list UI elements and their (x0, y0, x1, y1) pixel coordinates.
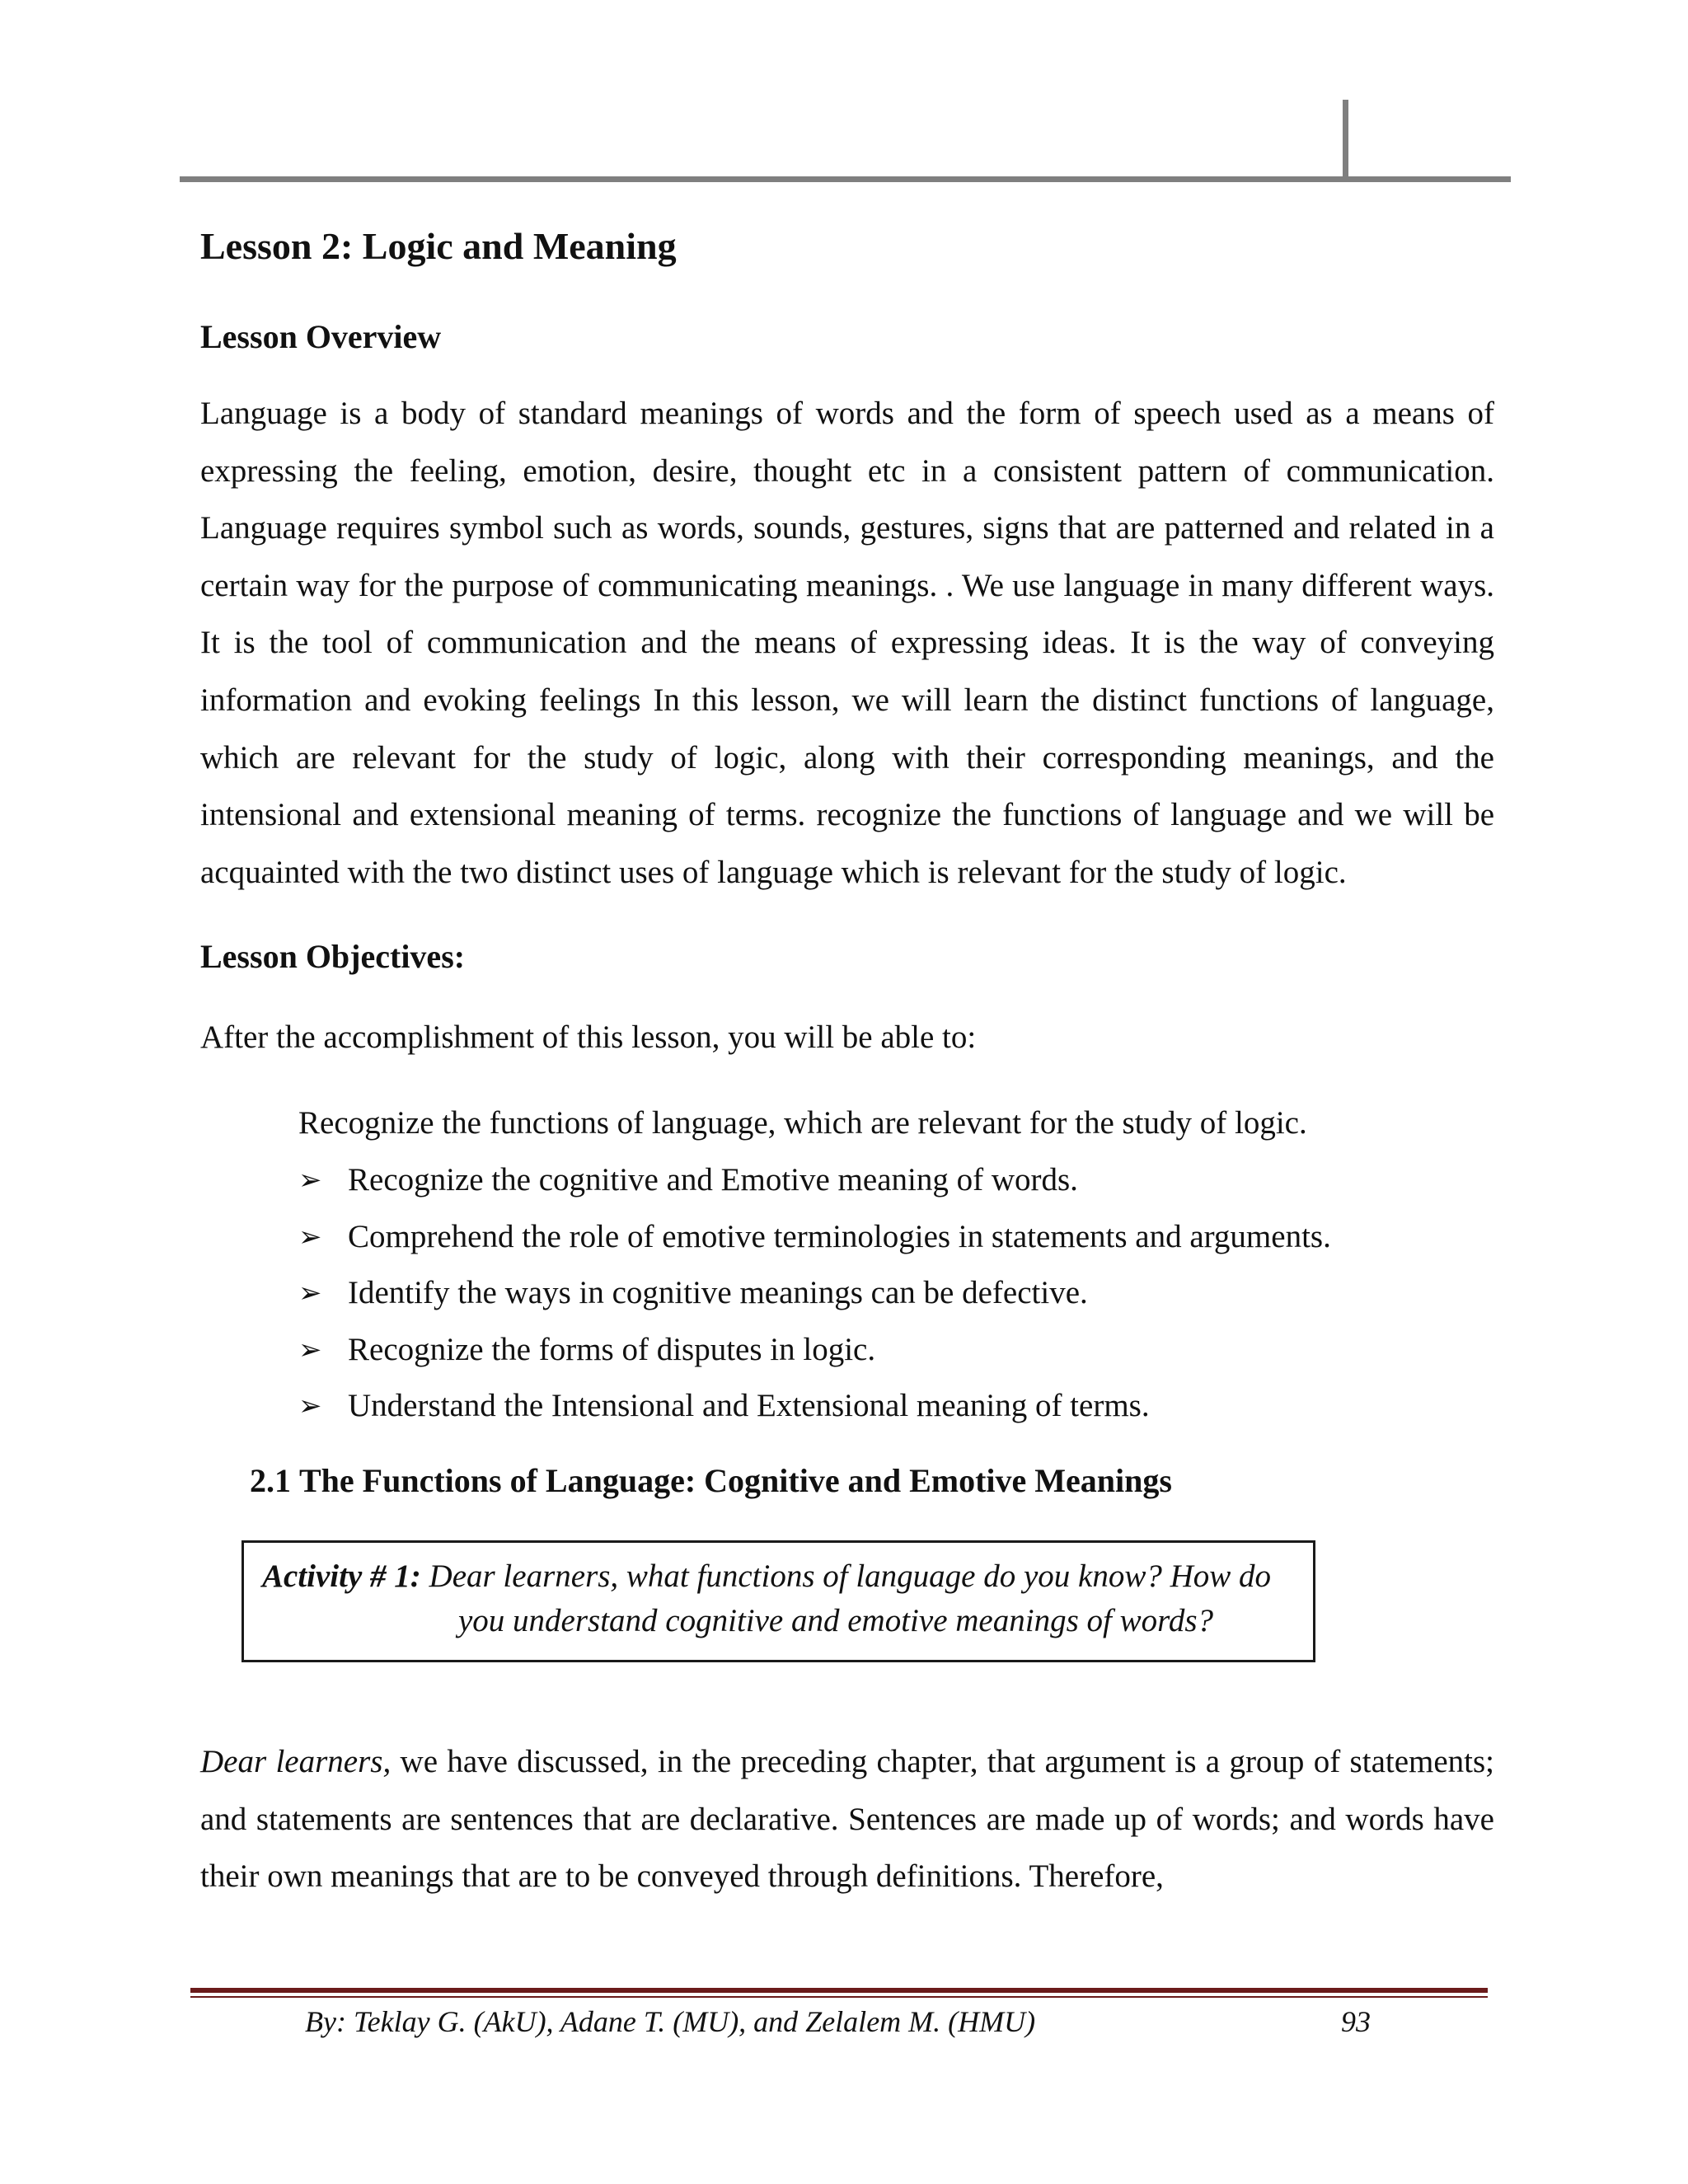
footer-rule (190, 1988, 1488, 1993)
overview-heading: Lesson Overview (200, 318, 442, 355)
body-paragraph (200, 1733, 1494, 1905)
lesson-title: Lesson 2: Logic and Meaning (200, 225, 677, 267)
objective-item (298, 1322, 1494, 1379)
footer-rule-thin (190, 1996, 1488, 1998)
activity-label: Activity # 1: (262, 1558, 421, 1594)
objective-text: Recognize the forms of disputes in logic. (348, 1331, 876, 1367)
objective-item (298, 1209, 1494, 1266)
objectives-heading: Lesson Objectives: (200, 938, 466, 976)
objective-item (298, 1378, 1494, 1435)
objectives-list (200, 1095, 1494, 1435)
overview-paragraph: Language is a body of standard meanings of words and the form of speech used as a means of expressing the feeling, emotion, desire, thought etc in a consistent pattern of communication. Language requires symbol such as words, sounds, gestures, signs that are patterned and related in a certain way for the purpose of communicating meanings. . We use language in many different ways. It is the tool of communication and the means of expressing ideas. It is the way of conveying information and evoking feelings In this lesson, we will learn the distinct functions of language, which are relevant for the study of logic, along with their corresponding meanings, and the intensional and extensional meaning of terms. recognize the functions of language and we will be acquainted with the two distinct uses of language which is relevant for the study of logic. (200, 396, 1494, 890)
objective-item (298, 1152, 1494, 1209)
section-number: 2.1 (250, 1461, 291, 1499)
arrow-bullet-icon: ➢ (298, 1333, 322, 1366)
page-number: 93 (1341, 2005, 1371, 2038)
objective-text: Identify the ways in cognitive meanings can be defective. (348, 1275, 1088, 1311)
objective-text: Recognize the cognitive and Emotive meaning of words. (348, 1161, 1078, 1197)
objective-item (298, 1265, 1494, 1322)
activity-box (241, 1540, 1315, 1662)
activity-line-1 (262, 1554, 1271, 1599)
arrow-bullet-icon: ➢ (298, 1220, 322, 1254)
arrow-bullet-icon: ➢ (298, 1277, 322, 1310)
section-2-1-heading (250, 1456, 1494, 1506)
objective-item: Recognize the functions of language, which are relevant for the study of logic. (298, 1105, 1307, 1141)
arrow-bullet-icon: ➢ (298, 1390, 322, 1423)
activity-question-1: Dear learners, what functions of language do you know? How do (429, 1558, 1272, 1594)
header-tick (1343, 100, 1348, 180)
body-text: we have discussed, in the preceding chapter, that argument is a group of statements; and statements are sentences that are declarative. Sentences are made up of words; and words have their own meanings that are to be conveyed through definitions. Therefore, (200, 1743, 1495, 1895)
footer-authors: By: Teklay G. (AkU), Adane T. (MU), and Zelalem M. (HMU) (305, 2005, 1036, 2038)
objectives-intro: After the accomplishment of this lesson, you will be able to: (200, 1019, 977, 1056)
header-rule (180, 176, 1511, 182)
section-title: The Functions of Language: Cognitive and Emotive Meanings (299, 1461, 1172, 1499)
page-content (200, 210, 1494, 1905)
objective-text: Comprehend the role of emotive terminologies in statements and arguments. (348, 1218, 1331, 1254)
objective-text: Understand the Intensional and Extensional meaning of terms. (348, 1388, 1150, 1424)
body-lead: Dear learners, (200, 1743, 392, 1779)
activity-question-2: you understand cognitive and emotive meanings of words? (458, 1602, 1214, 1638)
arrow-bullet-icon: ➢ (298, 1163, 322, 1197)
